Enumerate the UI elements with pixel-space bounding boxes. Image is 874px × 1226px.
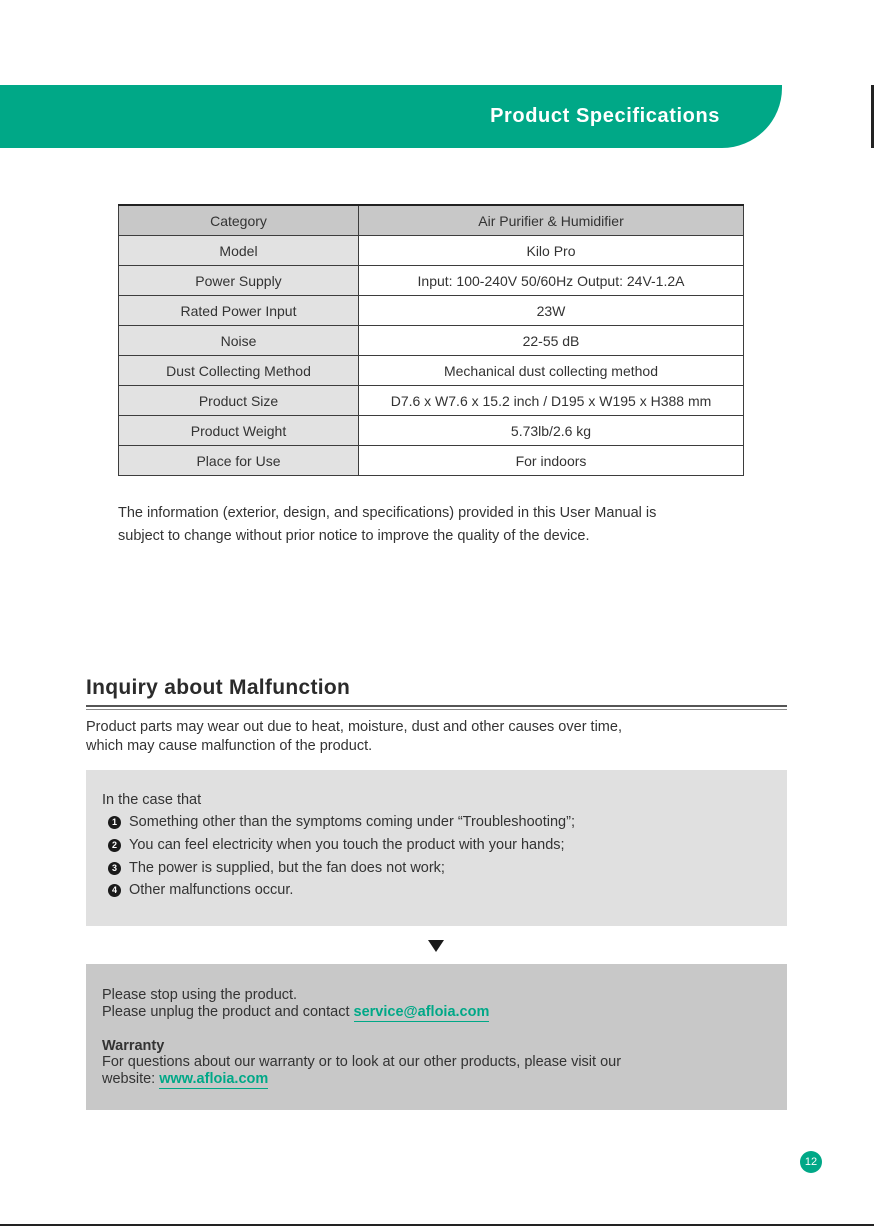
spec-label: Product Weight (119, 416, 359, 446)
specifications-table (118, 204, 744, 476)
list-item (108, 860, 445, 876)
table-row (119, 296, 744, 326)
warranty-text: For questions about our warranty or to look at our other products, please visit our (102, 1054, 622, 1070)
section-title: Inquiry about Malfunction (86, 676, 351, 699)
spec-label: Rated Power Input (119, 296, 359, 326)
list-item (108, 837, 565, 853)
case-text: You can feel electricity when you touch the product with your hands; (129, 837, 565, 853)
website-prefix: website: (102, 1071, 156, 1087)
table-row (119, 326, 744, 356)
page-number: 12 (800, 1151, 822, 1173)
table-row (119, 356, 744, 386)
section-divider-thin (86, 709, 787, 710)
number-4-icon: 4 (108, 884, 121, 897)
page-title: Product Specifications (490, 105, 720, 127)
section-divider (86, 705, 787, 707)
header-band (0, 85, 782, 148)
table-row (119, 416, 744, 446)
spec-label: Product Size (119, 386, 359, 416)
disclaimer-line: The information (exterior, design, and specifications) provided in this User Manual is (118, 505, 657, 521)
action-contact-line (102, 1004, 489, 1020)
spec-label: Dust Collecting Method (119, 356, 359, 386)
website-link[interactable]: www.afloia.com (159, 1071, 269, 1087)
list-item (108, 814, 575, 830)
case-text: Other malfunctions occur. (129, 882, 294, 898)
malfunction-cases-box (86, 770, 787, 926)
intro-text (86, 718, 776, 756)
spec-label: Power Supply (119, 266, 359, 296)
table-row (119, 386, 744, 416)
action-box (86, 964, 787, 1110)
contact-prefix: Please unplug the product and contact (102, 1004, 350, 1020)
spec-value: 23W (359, 296, 744, 326)
number-1-icon: 1 (108, 816, 121, 829)
spec-label: Model (119, 236, 359, 266)
table-row (119, 236, 744, 266)
website-line (102, 1071, 268, 1087)
case-text: The power is supplied, but the fan does not work; (129, 860, 445, 876)
warranty-heading: Warranty (102, 1038, 165, 1054)
table-row (119, 446, 744, 476)
spec-value: For indoors (359, 446, 744, 476)
intro-line: Product parts may wear out due to heat, moisture, dust and other causes over time, (86, 719, 622, 735)
spec-value: Input: 100-240V 50/60Hz Output: 24V-1.2A (359, 266, 744, 296)
action-line: Please stop using the product. (102, 987, 298, 1003)
spec-value: Mechanical dust collecting method (359, 356, 744, 386)
spec-value: 22-55 dB (359, 326, 744, 356)
table-row (119, 266, 744, 296)
table-header-row (119, 205, 744, 236)
cases-lead: In the case that (102, 792, 202, 808)
list-item (108, 882, 293, 898)
case-text: Something other than the symptoms coming under “Troubleshooting”; (129, 814, 575, 830)
disclaimer-text (118, 502, 758, 548)
spec-label: Place for Use (119, 446, 359, 476)
spec-label: Noise (119, 326, 359, 356)
spec-value: D7.6 x W7.6 x 15.2 inch / D195 x W195 x H388 mm (359, 386, 744, 416)
number-3-icon: 3 (108, 862, 121, 875)
spec-value: 5.73lb/2.6 kg (359, 416, 744, 446)
intro-line: which may cause malfunction of the product. (86, 738, 373, 754)
disclaimer-line: subject to change without prior notice to improve the quality of the device. (118, 528, 590, 544)
header-value: Air Purifier & Humidifier (359, 205, 744, 236)
spec-value: Kilo Pro (359, 236, 744, 266)
number-2-icon: 2 (108, 839, 121, 852)
arrow-down-icon (428, 940, 444, 952)
contact-email-link[interactable]: service@afloia.com (353, 1004, 490, 1020)
header-category: Category (119, 205, 359, 236)
